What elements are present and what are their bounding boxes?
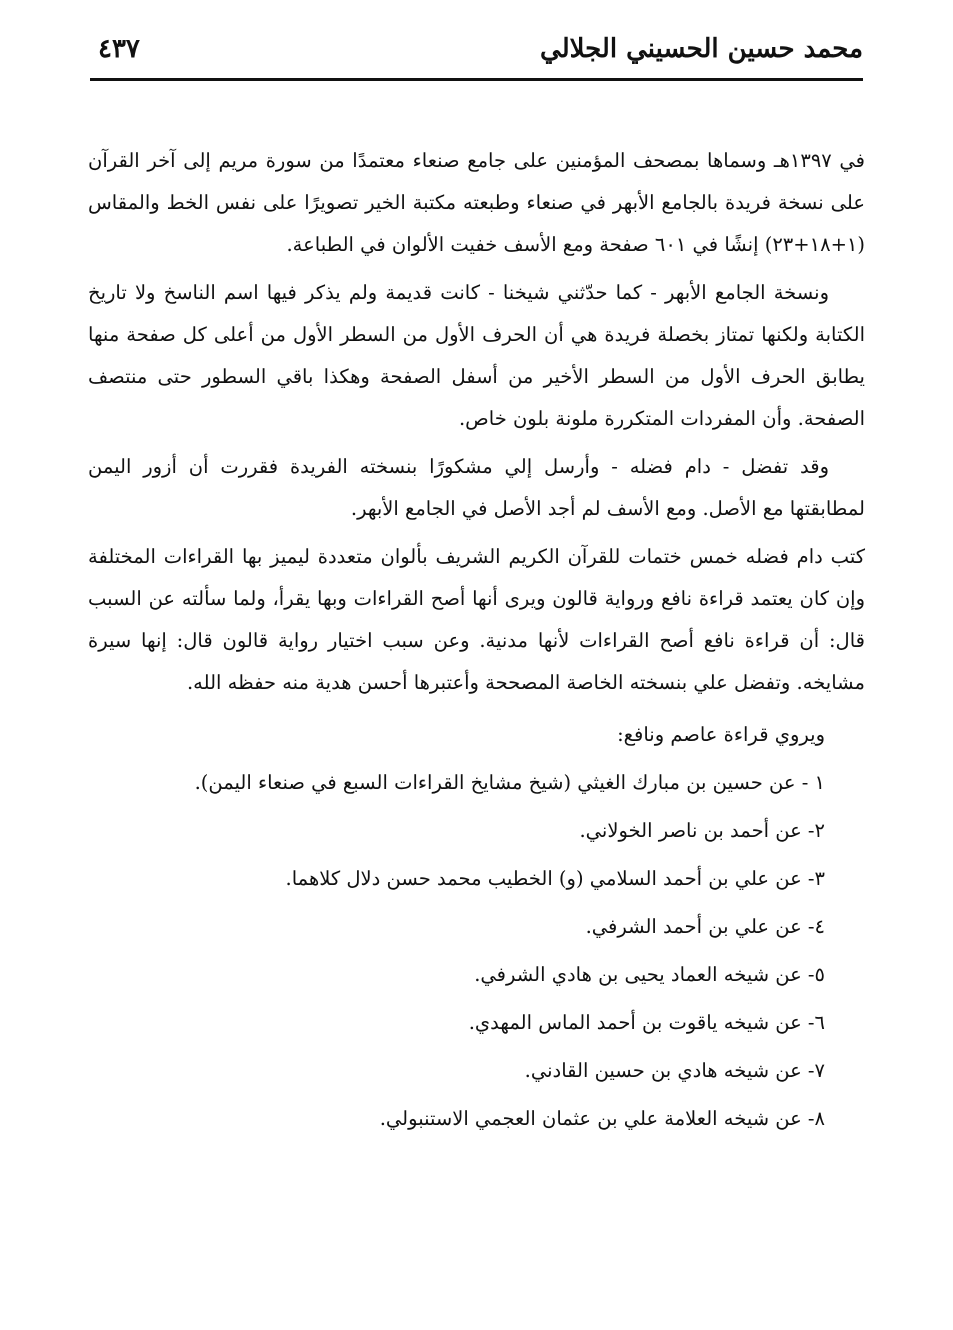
list-items [88,762,865,1140]
paragraph-2: ونسخة الجامع الأبهر - كما حدّثني شيخنا - كانت قديمة ولم يذكر فيها اسم الناسخ ولا تاريخ الكتابة ولكنها تمتاز بخصلة فريدة هي أن الحرف الأول من السطر الأول من أعلى كل صفحة منها يطابق الحرف الأول من السطر الأخير من أسفل الصفحة وهكذا باقي السطور حتى منتصف الصفحة. وأن المفردات المتكررة ملونة بلون خاص. [88,281,865,430]
list-item: ٣- عن علي بن أحمد السلامي (و) الخطيب محمد حسن دلال كلاهما. [285,867,825,890]
list-item: ٧- عن شيخه هادي بن حسين القادني. [524,1059,825,1082]
paragraph-3: وقد تفضل - دام فضله - وأرسل إلي مشكورًا بنسخته الفريدة فقررت أن أزور اليمن لمطابقتها مع الأصل. ومع الأسف لم أجد الأصل في الجامع الأبهر. [88,455,865,520]
narration-list [88,714,865,1140]
list-item: ١ - عن حسين بن مبارك الغيثي (شيخ مشايخ القراءات السبع في صنعاء اليمن). [194,771,825,794]
list-item: ٤- عن علي بن أحمد الشرفي. [585,915,825,938]
page-body [88,140,865,1140]
list-item: ٨- عن شيخه العلامة علي بن عثمان العجمي الاستنبولي. [379,1107,825,1130]
running-title: محمد حسين الحسيني الجلالي [540,34,863,64]
list-item: ٢- عن أحمد بن ناصر الخولاني. [579,819,825,842]
page-header [90,28,863,81]
page-number: ٤٣٧ [98,34,140,64]
list-item: ٥- عن شيخه العماد يحيى بن هادي الشرفي. [474,963,825,986]
paragraph-4: كتب دام فضله خمس ختمات للقرآن الكريم الشريف بألوان متعددة ليميز بها القراءات المختلفة وإن كان يعتمد قراءة نافع ورواية قالون ويرى أنها أصح القراءات وبها يقرأ، ولما سألته عن السبب قال: أن قراءة نافع أصح القراءات لأنها مدنية. وعن سبب اختيار رواية قالون قال: إنها سيرة مشايخه. وتفضل علي بنسخته الخاصة المصححة وأعتبرها أحسن هدية منه حفظه الله. [88,545,865,694]
paragraph-1: في ١٣٩٧هـ وسماها بمصحف المؤمنين على جامع صنعاء معتمدًا من سورة مريم إلى آخر القرآن على نسخة فريدة بالجامع الأبهر في صنعاء وطبعته مكتبة الخير تصويرًا على نفس الخط والمقاس (١+١٨+٢٣) إنشًا في ٦٠١ صفحة ومع الأسف خفيت الألوان في الطباعة. [88,149,865,256]
list-item: ٦- عن شيخه ياقوت بن أحمد الماس المهدي. [468,1011,825,1034]
list-intro: ويروي قراءة عاصم ونافع: [617,723,825,746]
